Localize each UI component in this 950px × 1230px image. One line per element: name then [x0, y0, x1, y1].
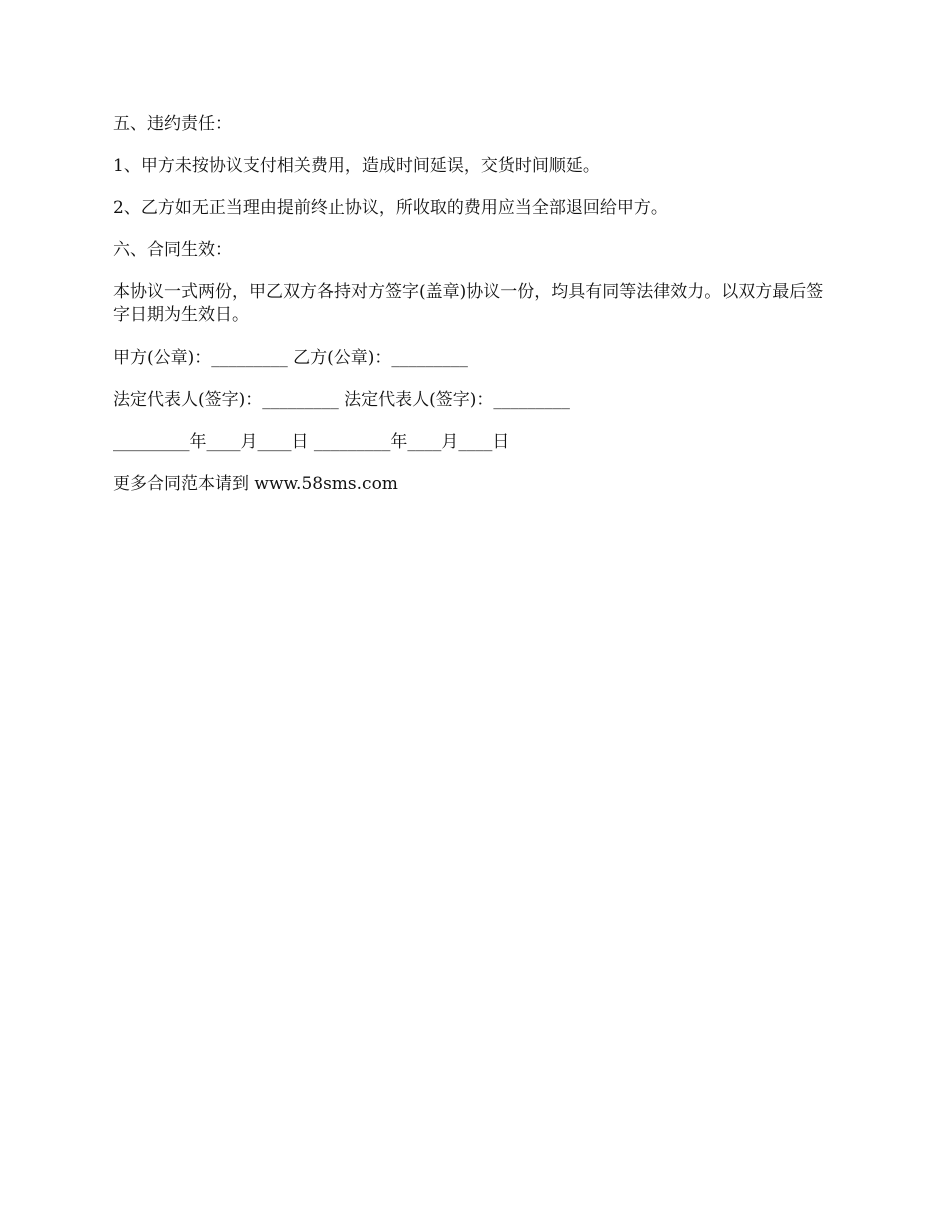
- breach-clause-1: 1、甲方未按协议支付相关费用，造成时间延误，交货时间顺延。: [113, 156, 600, 176]
- contract-effect-heading: 六、合同生效：: [113, 240, 232, 260]
- legal-representative-signature-line: 法定代表人(签字)：_________ 法定代表人(签字)：_________: [113, 390, 570, 410]
- document-body: [113, 113, 837, 515]
- contract-effect-clause: 本协议一式两份，甲乙双方各持对方签字(盖章)协议一份，均具有同等法律效力。以双方最后签字日期为生效日。: [113, 282, 824, 325]
- company-seal-line: 甲方(公章)：_________ 乙方(公章)：_________: [113, 348, 468, 368]
- breach-liability-heading: 五、违约责任：: [113, 114, 232, 134]
- footer-website-link[interactable]: 更多合同范本请到 www.58sms.com: [113, 474, 398, 494]
- signing-date-line: _________年____月____日 _________年____月____日: [113, 432, 510, 452]
- breach-clause-2: 2、乙方如无正当理由提前终止协议，所收取的费用应当全部退回给甲方。: [113, 198, 668, 218]
